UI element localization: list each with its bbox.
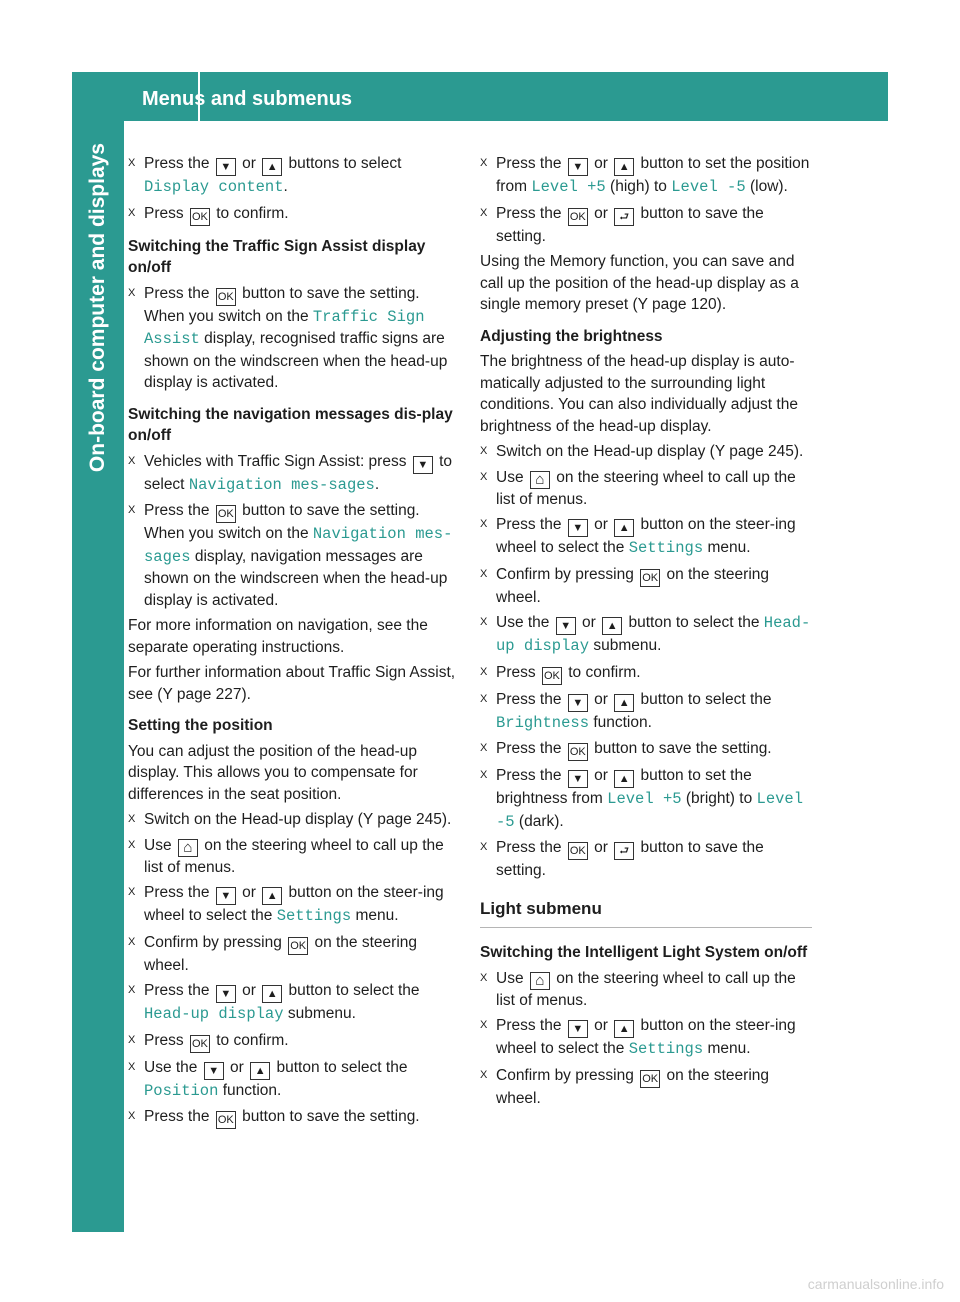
value-level-high: Level +5 [531,178,606,196]
home-button-icon: ⌂ [178,839,198,857]
menu-item-navigation-messages: Navigation mes‐sages [188,475,375,494]
step-confirm-hud: X Press OK to confirm. [128,1030,460,1053]
arrow-icon: X [480,1068,488,1081]
heading-adjusting-brightness: Adjusting the brightness [480,327,663,345]
down-button-icon: ▼ [568,1020,588,1038]
step-select-navigation-messages: X Vehicles with Traffic Sign Assist: press ▼ to select Navigation mes‐sages. [128,452,453,494]
ok-button-icon: OK [216,288,236,306]
down-button-icon: ▼ [216,887,236,905]
step-save-position-level: X Press the OK or ⮐ button to save the setting. [480,204,764,245]
arrow-icon: X [480,1019,488,1031]
step-confirm-settings-light: X Confirm by pressing OK on the steering wheel. [480,1066,769,1107]
arrow-icon: X [480,665,488,678]
step-select-settings-light: X Press the ▼ or ▲ button on the steer-ing wheel to select the Settings menu. [480,1017,796,1058]
heading-traffic-sign-assist: Switching the Traffic Sign Assist display on/off [128,237,426,276]
ok-button-icon: OK [216,505,236,523]
page-ref-icon: Y [362,811,373,828]
right-column [480,153,812,1113]
section-light-submenu: Light submenu [480,898,812,929]
arrow-icon: X [128,935,136,948]
step-save-brightness-level: X Press the OK or ⮐ button to save the setting. [480,839,764,879]
step-save-position: X Press the OK button to save the setting. [128,1106,460,1129]
down-button-icon: ▼ [568,519,588,537]
menu-item-settings: Settings [628,539,704,557]
ok-button-icon: OK [216,1111,236,1129]
step-set-brightness-level: X Press the ▼ or ▲ button to set the brightness from Level +5 (bright) to Level -5 (dark). [480,767,804,831]
back-button-icon: ⮐ [614,842,634,860]
menu-item-head-up-display: Head-up display [144,1005,284,1023]
menu-item-navigation-messages: Navigation mes‐sages [144,525,453,566]
arrow-icon: X [128,838,136,851]
step-call-menu-list: X Use ⌂ on the steering wheel to call up the list of menus. [480,468,796,508]
step-confirm-hud: X Press OK to confirm. [480,662,812,685]
arrow-icon: X [480,567,488,580]
ok-button-icon: OK [640,1070,660,1088]
step-select-hud-submenu: X Use the ▼ or ▲ button to select the Head-up display submenu. [480,614,811,655]
back-button-icon: ⮐ [614,208,634,226]
step-save-navigation-messages: X Press the OK button to save the setting. When you switch on the Navigation mes‐sages display, navigation messages are shown on the windscreen when the head-up display is activated. [128,502,453,609]
up-button-icon: ▲ [614,1020,634,1038]
down-button-icon: ▼ [556,617,576,635]
step-select-settings: X Press the ▼ or ▲ button on the steer-ing wheel to select the Settings menu. [480,516,796,557]
up-button-icon: ▲ [262,887,282,905]
arrow-icon: X [128,1060,136,1073]
arrow-icon: X [480,445,488,457]
menu-item-brightness: Brightness [496,713,590,732]
heading-navigation-messages: Switching the navigation messages dis-play on/off [128,405,453,444]
step-select-display-content: X Press the ▼ or ▲ buttons to select Display content. [128,155,402,196]
heading-setting-position: Setting the position [128,717,273,734]
arrow-icon: X [480,742,488,754]
up-button-icon: ▲ [614,770,634,788]
up-button-icon: ▲ [614,694,634,712]
arrow-icon: X [128,984,136,996]
arrow-icon: X [128,886,136,898]
page-ref-icon: Y [162,685,173,703]
up-button-icon: ▲ [262,158,282,176]
ok-button-icon: OK [542,667,562,685]
left-column [128,153,460,1133]
ok-button-icon: OK [190,1035,210,1053]
menu-item-settings: Settings [628,1040,704,1058]
arrow-icon: X [128,504,136,516]
arrow-icon: X [128,157,136,169]
down-button-icon: ▼ [204,1062,224,1080]
ok-button-icon: OK [190,208,210,226]
home-button-icon: ⌂ [530,972,550,990]
ok-button-icon: OK [568,208,588,226]
up-button-icon: ▲ [262,985,282,1003]
up-button-icon: ▲ [602,617,622,635]
down-button-icon: ▼ [568,770,588,788]
up-button-icon: ▲ [614,519,634,537]
step-select-hud-submenu: X Press the ▼ or ▲ button to select the Head-up display submenu. [128,982,420,1023]
step-confirm-settings: X Confirm by pressing OK on the steering wheel. [128,933,417,974]
down-button-icon: ▼ [568,694,588,712]
watermark: carmanualsonline.info [807,1276,944,1292]
up-button-icon: ▲ [614,158,634,176]
up-button-icon: ▲ [250,1062,270,1080]
step-call-menu-list-light: X Use ⌂ on the steering wheel to call up the list of menus. [480,969,796,1009]
step-call-menu-list: X Use ⌂ on the steering wheel to call up the list of menus. [128,836,444,876]
step-switch-on-hud: X Switch on the Head-up display (Y page 245). [128,809,460,831]
arrow-icon: X [480,157,488,169]
arrow-icon: X [128,813,136,825]
step-select-brightness: X Press the ▼ or ▲ button to select the Brightness function. [480,690,772,732]
page-title: Menus and submenus [142,88,353,110]
side-marker [72,1180,124,1232]
arrow-icon: X [480,518,488,530]
step-switch-on-hud: X Switch on the Head-up display (Y page 245). [480,441,812,463]
arrow-icon: X [128,206,136,219]
arrow-icon: X [128,286,136,299]
value-level-bright: Level +5 [607,790,682,808]
arrow-icon: X [480,769,488,781]
arrow-icon: X [480,971,488,984]
paragraph-traffic-sign-info: For further information about Traffic Sign Assist, see (Y page 227). [128,664,456,703]
home-button-icon: ⌂ [530,471,550,489]
down-button-icon: ▼ [216,985,236,1003]
down-button-icon: ▼ [216,158,236,176]
arrow-icon: X [480,692,488,705]
heading-intelligent-light: Switching the Intelligent Light System on/off [480,944,808,961]
paragraph-brightness-info: The brightness of the head-up display is auto-matically adjusted to the surrounding light conditions. You can also individually adjust the brightness of the head-up display. [480,353,798,435]
down-button-icon: ▼ [568,158,588,176]
arrow-icon: X [480,470,488,483]
ok-button-icon: OK [568,842,588,860]
ok-button-icon: OK [640,569,660,587]
step-set-position-level: X Press the ▼ or ▲ button to set the position from Level +5 (high) to Level -5 (low). [480,155,810,196]
menu-item-traffic-sign-assist: Traffic Sign Assist [144,307,425,348]
menu-item-position: Position [144,1081,219,1100]
arrow-icon: X [128,454,136,467]
side-tab-label: On-board computer and displays [86,143,109,473]
value-level-low: Level -5 [671,178,746,196]
ok-button-icon: OK [288,937,308,955]
paragraph-position-info: You can adjust the position of the head-up display. This allows you to compensate for differences in the seat position. [128,742,418,803]
step-save-traffic-sign: X Press the OK button to save the setting. When you switch on the Traffic Sign Assist display, recognised traffic signs are shown on the windscreen when the head-up display is activated. [128,284,448,391]
down-button-icon: ▼ [413,456,433,474]
menu-item-settings: Settings [276,907,352,925]
step-select-position: X Use the ▼ or ▲ button to select the Position function. [128,1058,408,1100]
ok-button-icon: OK [568,743,588,761]
value-level-dark: Level -5 [496,790,804,831]
menu-item-display-content: Display content [144,178,284,196]
step-confirm: X Press OK to confirm. [128,203,460,226]
paragraph-memory-info: Using the Memory function, you can save and call up the position of the head-up display as a single memory preset (Y page 120). [480,253,799,313]
arrow-icon: X [128,1110,136,1122]
menu-item-head-up-display: Head-up display [496,614,811,655]
page-ref-icon: Y [637,296,648,313]
step-save-brightness-function: X Press the OK button to save the setting. [480,738,812,761]
paragraph-navigation-info: For more information on navigation, see the separate operating instructions. [128,617,428,656]
arrow-icon: X [480,616,488,628]
page-ref-icon: Y [714,443,725,460]
step-confirm-settings: X Confirm by pressing OK on the steering wheel. [480,565,769,606]
step-select-settings: X Press the ▼ or ▲ button on the steer-ing wheel to select the Settings menu. [128,884,444,925]
arrow-icon: X [128,1033,136,1046]
arrow-icon: X [480,841,488,853]
arrow-icon: X [480,206,488,219]
